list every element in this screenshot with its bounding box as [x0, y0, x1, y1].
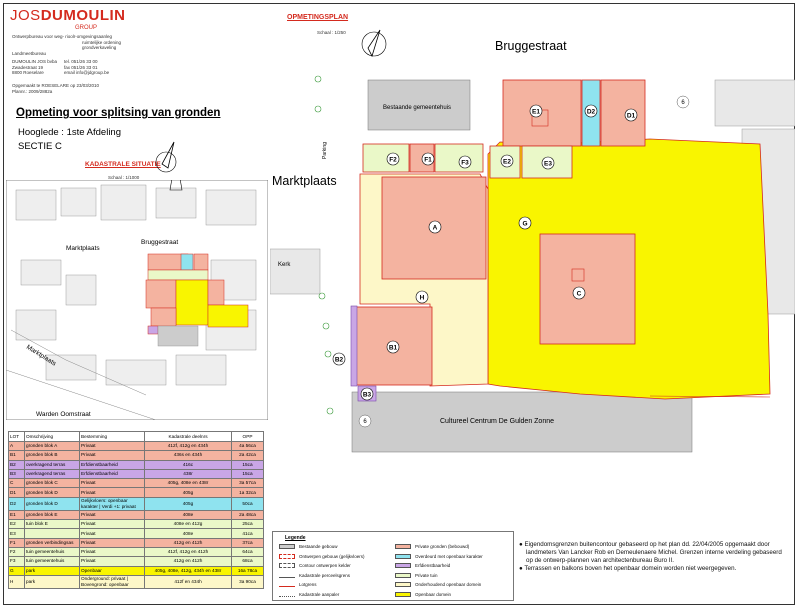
- legend-item: Kadastrale perceelsgrens: [279, 573, 350, 578]
- table-cell-lot: E3: [9, 529, 25, 538]
- svg-text:D2: D2: [586, 108, 596, 116]
- kadastrale-title: KADASTRALE SITUATIE: [85, 161, 161, 168]
- table-cell-lot: A: [9, 442, 25, 451]
- lot-d1: [601, 80, 645, 146]
- lot-label-e3: [542, 157, 554, 169]
- table-cell-kadastrale: 416c: [145, 460, 232, 469]
- table-row: [9, 469, 264, 478]
- svg-text:A: A: [432, 224, 438, 232]
- svg-text:E3: E3: [544, 160, 552, 168]
- notes: [518, 541, 790, 573]
- table-cell-bestemming: Privaat: [80, 547, 145, 556]
- table-row: [9, 557, 264, 566]
- kadastrale-street-bruggestraat: Bruggestraat: [141, 239, 179, 246]
- table-row: [9, 575, 264, 588]
- legend-item: Kadastrale aanpaler: [279, 592, 339, 597]
- lot-label-a: [429, 221, 441, 233]
- table-cell-kadastrale: 412g en 412h: [145, 557, 232, 566]
- table-cell-kadastrale: 408e en 412g: [145, 520, 232, 529]
- table-cell-bestemming: Privaat: [80, 529, 145, 538]
- legend-item: Erfdienstbaarheid: [395, 563, 450, 568]
- table-cell-opp: 4a 56ca: [232, 442, 264, 451]
- table-cell-omschrijving: gronden blok D: [25, 488, 80, 497]
- lot-label-c: [573, 287, 585, 299]
- subtitle-afdeling: Hooglede : 1ste Afdeling: [18, 127, 121, 138]
- table-cell-bestemming: Erfdienstbaarheid: [80, 460, 145, 469]
- svg-text:B1: B1: [388, 344, 398, 352]
- svg-text:C: C: [576, 290, 582, 298]
- table-cell-omschrijving: overkragend terras: [25, 469, 80, 478]
- kadastrale-scale: Schaal : 1/1000: [108, 175, 140, 180]
- table-cell-omschrijving: tuin gemeentehuis: [25, 557, 80, 566]
- table-cell-opp: 2a 48ca: [232, 510, 264, 519]
- table-cell-omschrijving: gronden blok C: [25, 479, 80, 488]
- company-logo: JOSDUMOULIN: [10, 7, 126, 24]
- table-cell-omschrijving: gronden blok B: [25, 451, 80, 460]
- table-cell-opp: 50ca: [232, 497, 264, 510]
- svg-text:E1: E1: [532, 108, 540, 116]
- legend-item: Overdeurd met openbaar karakter: [395, 554, 483, 559]
- legend-title: Legende: [285, 535, 306, 541]
- legend-box: [272, 531, 514, 601]
- table-row: [9, 460, 264, 469]
- table-cell-omschrijving: [25, 529, 80, 538]
- table-cell-kadastrale: 405g: [145, 488, 232, 497]
- opmetingsplan-map: [270, 14, 795, 532]
- table-cell-bestemming: Onderground: privaat | Bovengrond: openbaar: [80, 575, 145, 588]
- svg-text:6: 6: [681, 100, 685, 106]
- svg-text:B3: B3: [362, 391, 372, 399]
- table-cell-lot: H: [9, 575, 25, 588]
- table-cell-bestemming: Privaat: [80, 510, 145, 519]
- svg-text:E2: E2: [503, 158, 511, 166]
- table-cell-kadastrale: 412f en 434h: [145, 575, 232, 588]
- table-row: [9, 451, 264, 460]
- parking-label: Parking: [322, 142, 328, 159]
- north-arrow-icon: [148, 138, 184, 178]
- table-cell-opp: 25ca: [232, 520, 264, 529]
- note-2: ● Terrassen en balkons boven het openbaar domein worden niet weergegeven.: [519, 565, 737, 572]
- company-services: Ontwerpbureau voor weg- rioolr-omgevingsaanleg ruimtelijke ordening grondverkaveling Landmeetbureau: [12, 34, 122, 56]
- table-row: [9, 520, 264, 529]
- table-cell-omschrijving: park: [25, 575, 80, 588]
- lot-e1: [503, 80, 581, 146]
- legend-item: Onderhoudend openbaar domein: [395, 582, 481, 587]
- table-row: [9, 479, 264, 488]
- file-info: Opgemaakt te ROESELARE op 23/03/2010 Plannr.: 2009/2882a: [12, 83, 100, 94]
- table-cell-omschrijving: gronden blok E: [25, 510, 80, 519]
- lot-label-h: [416, 291, 428, 303]
- svg-text:F1: F1: [424, 156, 432, 164]
- table-cell-bestemming: Privaat: [80, 479, 145, 488]
- kadastrale-street-warden: Warden Oomstraat: [36, 411, 91, 418]
- table-row: [9, 538, 264, 547]
- table-header-row: LOT Omschrijving Bestemming Kadastrale deelnrs OPP: [9, 432, 264, 442]
- table-cell-lot: D2: [9, 497, 25, 510]
- table-cell-lot: E1: [9, 510, 25, 519]
- svg-text:H: H: [419, 294, 425, 302]
- table-cell-kadastrale: 412f, 412g en 412h: [145, 547, 232, 556]
- table-cell-omschrijving: park: [25, 566, 80, 575]
- lot-b2: [351, 306, 357, 386]
- lot-label-g: [519, 217, 531, 229]
- table-cell-bestemming: Privaat: [80, 488, 145, 497]
- opmetingsplan-title: OPMETINGSPLAN: [287, 14, 349, 21]
- svg-text:F2: F2: [389, 156, 397, 164]
- table-cell-kadastrale: 405g: [145, 497, 232, 510]
- table-cell-kadastrale: 438r: [145, 469, 232, 478]
- table-cell-omschrijving: tuin gemeentehuis: [25, 547, 80, 556]
- company-logo-group: GROUP: [75, 25, 98, 31]
- kadastrale-street-marktplaats: Marktplaats: [66, 245, 100, 252]
- legend-item: Lotgrens: [279, 582, 317, 587]
- table-cell-opp: 3a 57ca: [232, 479, 264, 488]
- table-cell-omschrijving: gronden blok D: [25, 497, 80, 510]
- lot-label-b1: [387, 341, 399, 353]
- gemeentehuis-label: Bestaande gemeentehuis: [383, 105, 452, 111]
- lot-label-d1: [625, 109, 637, 121]
- kerk-label: Kerk: [278, 262, 291, 268]
- table-cell-kadastrale: 408e: [145, 510, 232, 519]
- company-contact: tel. 051/26 33 00 fax 051/26 33 01 email info@jdgroup.be: [64, 59, 110, 76]
- table-row: [9, 529, 264, 538]
- table-row: [9, 510, 264, 519]
- lot-f3: [435, 144, 483, 172]
- table-cell-opp: 1a 32ca: [232, 488, 264, 497]
- svg-text:B2: B2: [334, 356, 344, 364]
- lot-label-e1: [530, 105, 542, 117]
- table-cell-lot: C: [9, 479, 25, 488]
- table-cell-kadastrale: 412f, 412g en 434h: [145, 442, 232, 451]
- lots-table: [8, 431, 264, 589]
- table-cell-lot: D1: [9, 488, 25, 497]
- lot-label-b2: [333, 353, 345, 365]
- table-row: [9, 497, 264, 510]
- lot-label-f2: [387, 153, 399, 165]
- table-cell-omschrijving: gronden verbindingsas: [25, 538, 80, 547]
- table-cell-lot: F2: [9, 547, 25, 556]
- svg-text:D1: D1: [626, 112, 636, 120]
- table-cell-bestemming: Erfdienstbaarheid: [80, 469, 145, 478]
- company-address: DUMOULIN JOS bvba Zwadestraat 19 8800 Roeselare: [12, 59, 58, 76]
- svg-text:F3: F3: [461, 159, 469, 167]
- house-number-bruggestraat: [677, 96, 689, 108]
- legend-item: Bestaande gebouw: [279, 544, 338, 549]
- legend-item: Private tuin: [395, 573, 438, 578]
- table-cell-opp: 2a 42ca: [232, 451, 264, 460]
- table-cell-kadastrale: 436s en 434h: [145, 451, 232, 460]
- plan-north-arrow-icon: [362, 30, 386, 56]
- table-cell-opp: 41ca: [232, 529, 264, 538]
- plan-street-marktplaats: Marktplaats: [272, 174, 337, 188]
- lot-c: [540, 234, 635, 344]
- table-cell-kadastrale: 405g, 408e, 412g, 434h en 438r: [145, 566, 232, 575]
- table-cell-kadastrale: 408e: [145, 529, 232, 538]
- table-cell-kadastrale: 412g en 412h: [145, 538, 232, 547]
- table-row: [9, 566, 264, 575]
- table-cell-omschrijving: tuin blok E: [25, 520, 80, 529]
- table-cell-omschrijving: overkragend terras: [25, 460, 80, 469]
- legend-item: Private gronden (bebouwd): [395, 544, 469, 549]
- table-cell-opp: 37ca: [232, 538, 264, 547]
- lot-f2: [363, 144, 409, 172]
- svg-text:6: 6: [363, 419, 367, 425]
- cultureel-centrum-label: Cultureel Centrum De Gulden Zonne: [440, 418, 555, 425]
- table-cell-omschrijving: gronden blok A: [25, 442, 80, 451]
- table-cell-opp: 64ca: [232, 547, 264, 556]
- note-1: ● Eigendomsgrenzen buitencontour gebaseerd op het plan dd. 22/04/2005 opgemaakt door landmeters Van Lancker Rob en Demeulenaere Michel. Grenzen interne verdeling gebaseerd op de ontwerp-plannen van architectenbureau Buro II.: [519, 541, 782, 564]
- lot-label-e2: [501, 155, 513, 167]
- table-cell-bestemming: Gelijkvloers: openbaar karakter | Verdi +1: privaat: [80, 497, 145, 510]
- table-cell-kadastrale: 405g, 408e en 438r: [145, 479, 232, 488]
- legend-item: Contour ontwerpen kelder: [279, 563, 351, 568]
- table-cell-opp: 16a 78ca: [232, 566, 264, 575]
- subtitle-sectie: SECTIE C: [18, 141, 62, 152]
- kadastrale-map: [6, 180, 268, 420]
- table-cell-bestemming: Privaat: [80, 557, 145, 566]
- table-cell-lot: F1: [9, 538, 25, 547]
- table-row: [9, 547, 264, 556]
- house-number-cultureel: [359, 415, 371, 427]
- plan-street-bruggestraat: Bruggestraat: [495, 39, 567, 53]
- table-cell-lot: E2: [9, 520, 25, 529]
- page-title: Opmeting voor splitsing van gronden: [16, 107, 221, 119]
- table-cell-bestemming: Privaat: [80, 520, 145, 529]
- svg-text:G: G: [522, 220, 528, 228]
- table-cell-bestemming: Privaat: [80, 538, 145, 547]
- table-cell-opp: 3a 90ca: [232, 575, 264, 588]
- table-cell-lot: B2: [9, 460, 25, 469]
- table-cell-bestemming: Privaat: [80, 451, 145, 460]
- table-cell-opp: 15ca: [232, 469, 264, 478]
- table-cell-lot: G: [9, 566, 25, 575]
- opmetingsplan-scale: Schaal : 1/250: [317, 30, 346, 35]
- table-cell-bestemming: Openbaar: [80, 566, 145, 575]
- table-cell-lot: B3: [9, 469, 25, 478]
- table-row: [9, 488, 264, 497]
- table-cell-opp: 68ca: [232, 557, 264, 566]
- table-row: [9, 442, 264, 451]
- table-cell-bestemming: Privaat: [80, 442, 145, 451]
- lot-label-f3: [459, 156, 471, 168]
- lot-label-d2: [585, 105, 597, 117]
- legend-item: Ontwerpen gebouw (gelijkvloers): [279, 554, 365, 559]
- lot-label-f1: [422, 153, 434, 165]
- legend-item: Openbaar domein: [395, 592, 451, 597]
- table-cell-lot: B1: [9, 451, 25, 460]
- lot-label-b3: [361, 388, 373, 400]
- table-cell-lot: F3: [9, 557, 25, 566]
- table-cell-opp: 15ca: [232, 460, 264, 469]
- kadastrale-street-marktplaats-2: Marktplaats: [24, 343, 58, 368]
